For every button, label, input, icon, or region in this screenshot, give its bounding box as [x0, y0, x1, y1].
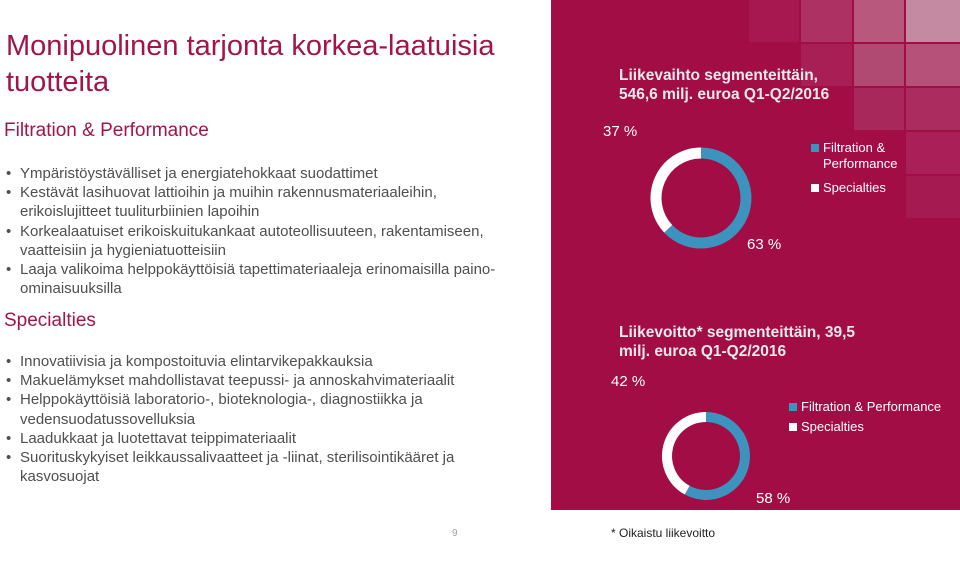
- list-item: • Helppokäyttöisiä laboratorio-, bioteknologia-, diagnostiikka ja vedensuodatussovelluksia: [6, 390, 516, 428]
- page-title: Monipuolinen tarjonta korkea-laatuisia tuotteita: [6, 30, 495, 98]
- legend-label: Specialties: [823, 180, 886, 195]
- data-label-filtration: 63 %: [747, 236, 782, 253]
- legend-item-filtration: [789, 399, 941, 415]
- list-item: • Makuelämykset mahdollistavat teepussi- ja annoskahvimateriaalit: [6, 371, 516, 390]
- legend-swatch: [789, 403, 797, 411]
- pie-slice-specialties: [667, 417, 706, 490]
- list-item: • Innovatiivisia ja kompostoituvia elintarvikepakkauksia: [6, 352, 516, 371]
- list-item: • Laadukkaat ja luotettavat teippimateriaalit: [6, 429, 516, 448]
- section-heading-filtration: Filtration & Performance: [4, 120, 209, 141]
- specialties-bullet-list: [6, 352, 516, 486]
- legend-label: Filtration & Performance: [823, 140, 898, 171]
- legend-item-filtration: [811, 140, 960, 172]
- profit-legend: [789, 399, 941, 435]
- page-number: 9: [452, 528, 458, 539]
- chart-panel: [551, 0, 960, 510]
- filtration-bullet-list: [6, 164, 516, 298]
- list-item: • Korkealaatuiset erikoiskuitukankaat autoteollisuuteen, rakentamiseen, vaatteisiin ja hygieniatuotteisiin: [6, 222, 516, 260]
- pie-slice-filtration: [668, 153, 746, 243]
- chart-title-line: milj. euroa Q1-Q2/2016: [619, 343, 787, 360]
- pie-slice-filtration: [687, 417, 745, 495]
- data-label-specialties: 37 %: [603, 123, 638, 140]
- legend-swatch: [811, 184, 819, 192]
- chart-title-line: 546,6 milj. euroa Q1-Q2/2016: [619, 86, 830, 103]
- data-label-specialties: 42 %: [611, 373, 646, 390]
- legend-item-specialties: [789, 419, 941, 435]
- section-heading-specialties: Specialties: [4, 310, 96, 331]
- list-item: • Ympäristöystävälliset ja energiatehokkaat suodattimet: [6, 164, 516, 183]
- chart-title-line: Liikevoitto* segmenteittäin, 39,5: [619, 324, 856, 341]
- legend-label: Specialties: [801, 419, 864, 434]
- legend-swatch: [811, 144, 819, 152]
- list-item: • Laaja valikoima helppokäyttöisiä tapettimateriaaleja erinomaisilla paino-ominaisuuksilla: [6, 260, 516, 298]
- chart-title-line: Liikevaihto segmenteittäin,: [619, 67, 818, 84]
- legend-label: Filtration & Performance: [801, 399, 942, 414]
- pie-slice-specialties: [656, 153, 701, 229]
- data-label-filtration: 58 %: [756, 490, 791, 507]
- legend-swatch: [789, 423, 797, 431]
- list-item: • Kestävät lasihuovat lattioihin ja muihin rakennusmateriaaleihin, erikoislujitteet tuuliturbiinien lapoihin: [6, 183, 516, 221]
- revenue-legend: [811, 140, 960, 196]
- footnote: * Oikaistu liikevoitto: [611, 526, 716, 540]
- profit-pie-chart: [636, 386, 776, 510]
- chart-title-profit: [619, 323, 855, 361]
- chart-title-revenue: [619, 66, 829, 104]
- chart-column: [551, 0, 960, 567]
- list-item: • Suorituskykyiset leikkaussalivaatteet ja -liinat, sterilisointikääret ja kasvosuojat: [6, 448, 516, 486]
- legend-item-specialties: [811, 180, 960, 196]
